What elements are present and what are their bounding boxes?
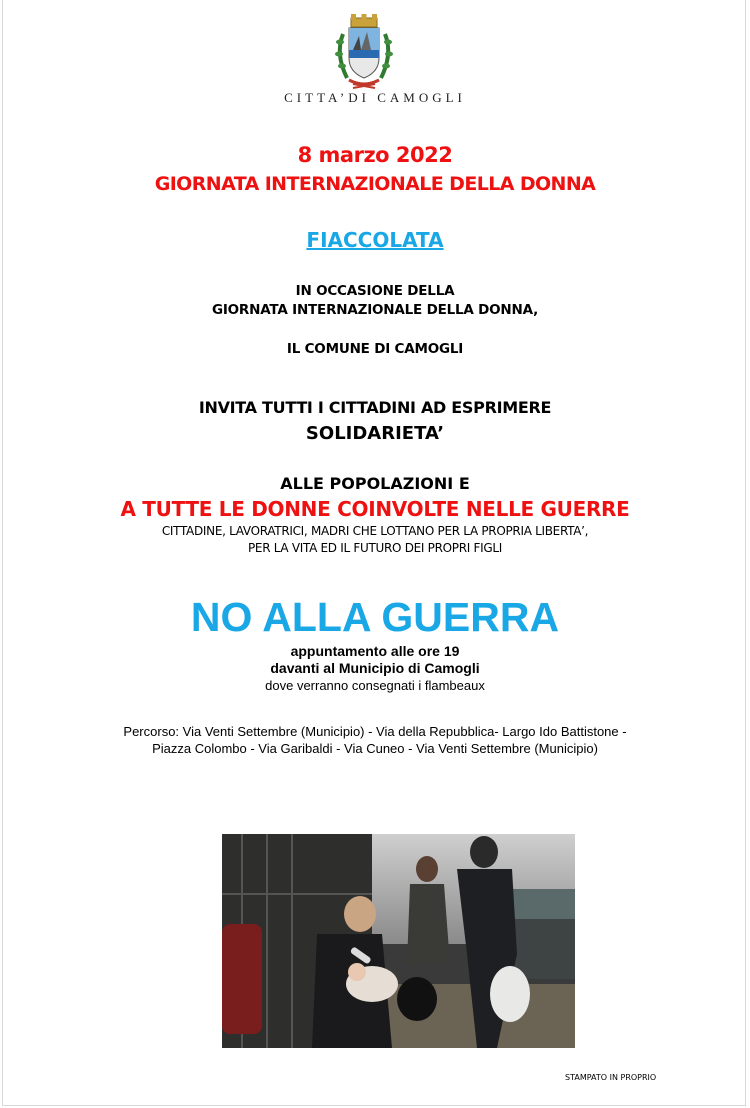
populations-line: ALLE POPOLAZIONI E — [280, 474, 470, 493]
citizens-line: CITTADINE, LAVORATRICI, MADRI CHE LOTTANO PER LA PROPRIA LIBERTA’, — [161, 524, 589, 538]
route-line-1: Percorso: Via Venti Settembre (Municipio) - Via della Repubblica- Largo Ido Battistone - — [123, 724, 627, 739]
meeting-note: dove verranno consegnati i flambeaux — [265, 678, 485, 693]
slogan: NO ALLA GUERRA — [190, 594, 560, 640]
women-line: A TUTTE LE DONNE COINVOLTE NELLE GUERRE — [120, 497, 630, 521]
occasion-line-2: GIORNATA INTERNAZIONALE DELLA DONNA, — [211, 302, 539, 318]
event-date: 8 marzo 2022 — [297, 143, 453, 167]
event-title: GIORNATA INTERNAZIONALE DELLA DONNA — [154, 173, 596, 195]
city-name: CITTA’DI CAMOGLI — [284, 90, 466, 105]
invitation-line: INVITA TUTTI I CITTADINI AD ESPRIMERE — [198, 398, 552, 417]
route-line-2: Piazza Colombo - Via Garibaldi - Via Cuneo - Via Venti Settembre (Municipio) — [152, 741, 598, 756]
refugees-photo — [222, 834, 575, 1048]
meeting-place: davanti al Municipio di Camogli — [270, 660, 480, 676]
print-note: STAMPATO IN PROPRIO — [565, 1073, 657, 1082]
camogli-coat-of-arms-icon — [331, 12, 397, 92]
event-subtitle: FIACCOLATA — [306, 228, 444, 252]
future-line: PER LA VITA ED IL FUTURO DEI PROPRI FIGLI — [248, 541, 502, 555]
meeting-time: appuntamento alle ore 19 — [290, 643, 460, 659]
comune-line: IL COMUNE DI CAMOGLI — [286, 341, 464, 357]
solidarity-line: SOLIDARIETA’ — [305, 423, 445, 444]
occasion-line-1: IN OCCASIONE DELLA — [295, 283, 455, 299]
